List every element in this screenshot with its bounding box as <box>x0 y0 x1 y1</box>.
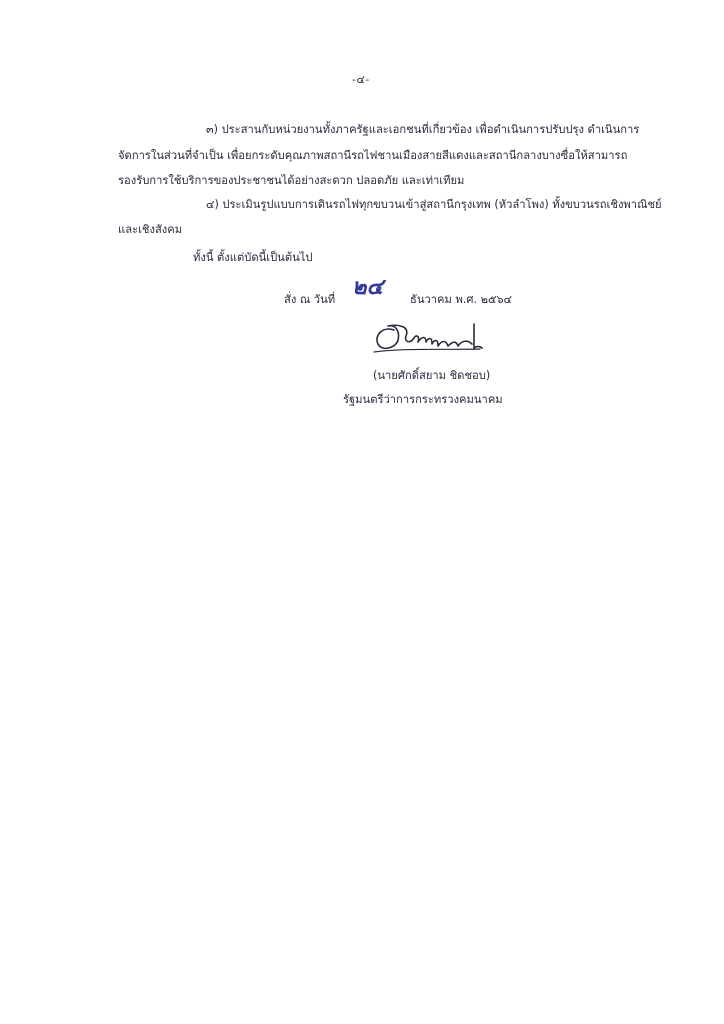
effective-line: ทั้งนี้ ตั้งแต่บัดนี้เป็นต้นไป <box>193 251 313 264</box>
page-number: -๔- <box>352 73 370 86</box>
item-4-line-1: ๔) ประเมินรูปแบบการเดินรถไฟทุกขบวนเข้าสู่สถานีกรุงเทพ (หัวลำโพง) ทั้งขบวนรถเชิงพาณิชย์ <box>206 198 662 211</box>
item-3-line-3: รองรับการใช้บริการของประชาชนได้อย่างสะดวก ปลอดภัย และเท่าเทียม <box>118 174 465 187</box>
item-3-line-2: จัดการในส่วนที่จำเป็น เพื่อยกระดับคุณภาพสถานีรถไฟชานเมืองสายสีแดงและสถานีกลางบางซื่อให้สามารถ <box>118 149 628 162</box>
signature-image <box>372 318 484 358</box>
item-3-line-1: ๓) ประสานกับหน่วยงานทั้งภาครัฐและเอกชนที่เกี่ยวข้อง เพื่อดำเนินการปรับปรุง ดำเนินการ <box>206 123 640 136</box>
signer-position: รัฐมนตรีว่าการกระทรวงคมนาคม <box>343 393 503 406</box>
order-date-month-year: ธันวาคม พ.ศ. ๒๕๖๔ <box>410 293 513 306</box>
signer-name: (นายศักดิ์สยาม ชิดชอบ) <box>373 369 491 382</box>
handwritten-day: ๒๔ <box>352 275 384 300</box>
order-date-prefix: สั่ง ณ วันที่ <box>284 293 336 306</box>
item-4-line-2: และเชิงสังคม <box>118 223 183 236</box>
